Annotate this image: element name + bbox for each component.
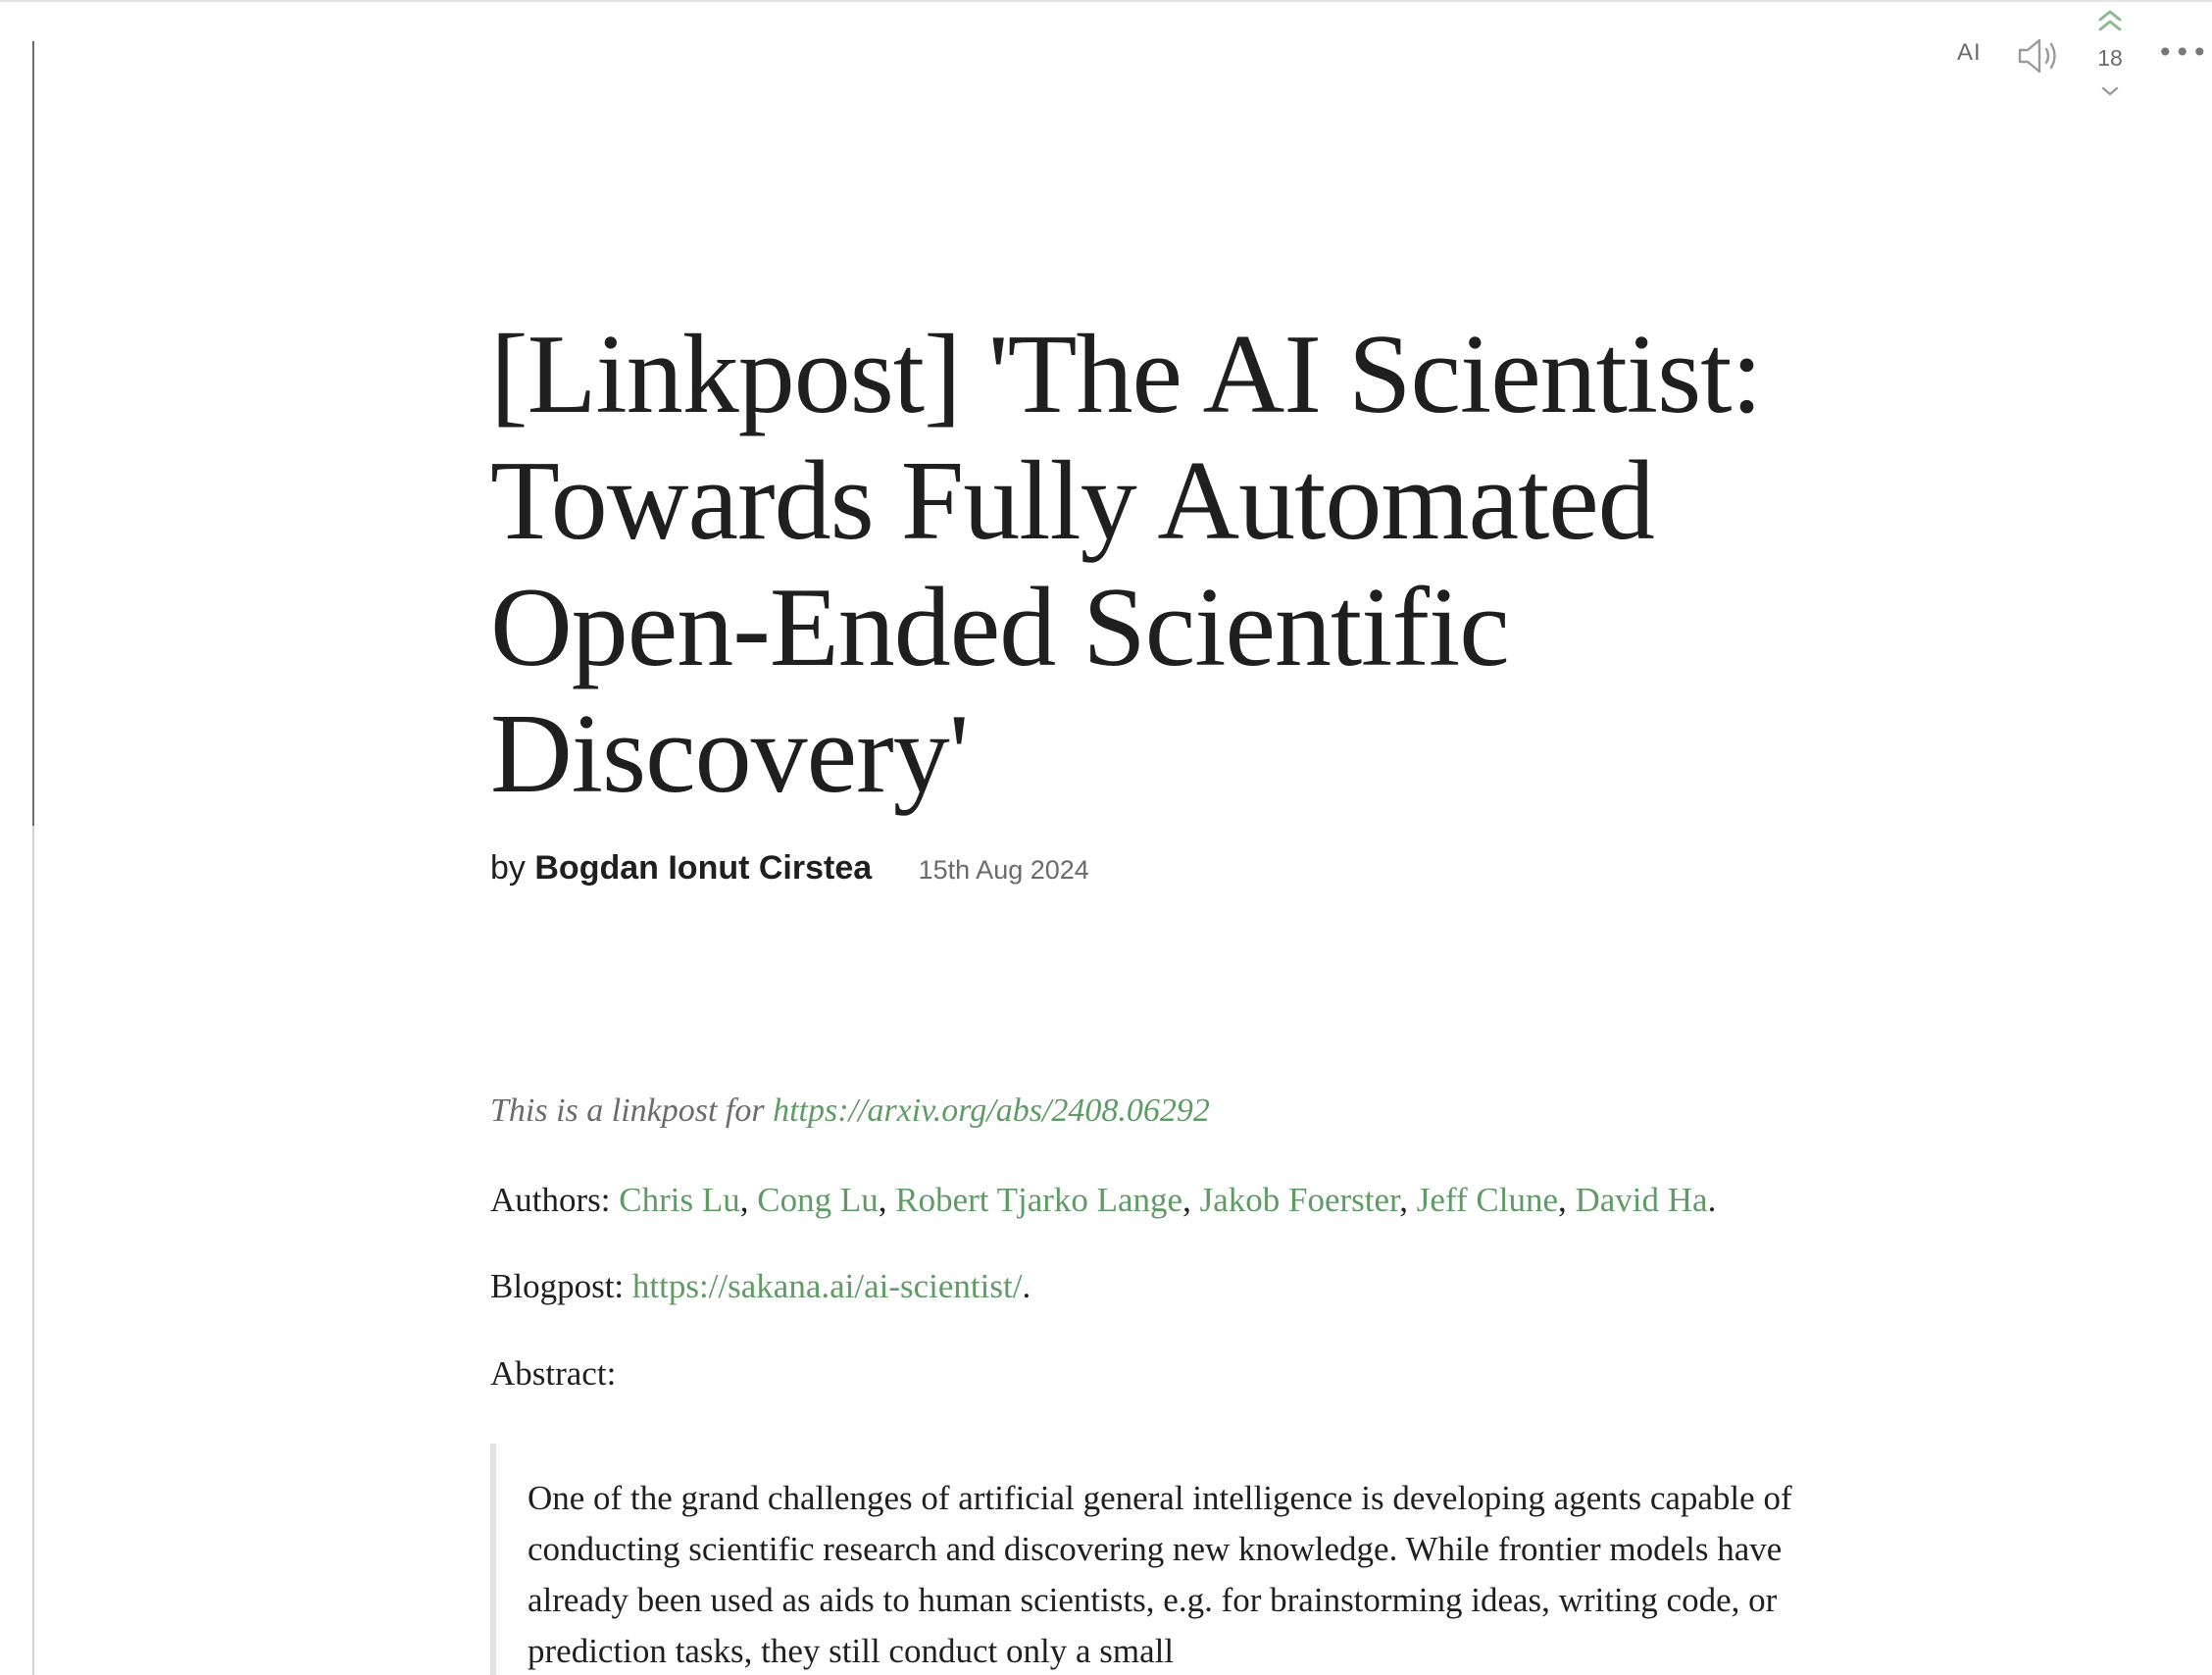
post-byline xyxy=(490,849,1089,888)
authors-paragraph: Authors: Chris Lu, Cong Lu, Robert Tjarko Lange, Jakob Foerster, Jeff Clune, David Ha. xyxy=(490,1181,1717,1219)
speaker-icon[interactable] xyxy=(2016,35,2063,76)
author-link-jakob-foerster[interactable]: Jakob Foerster xyxy=(1199,1181,1400,1219)
upvote-chevron-icon[interactable] xyxy=(2094,8,2126,33)
post-date[interactable]: 15th Aug 2024 xyxy=(918,855,1089,885)
reading-progress-bar xyxy=(32,41,34,1675)
blogpost-label: Blogpost: xyxy=(490,1267,625,1305)
vote-widget xyxy=(2088,4,2132,102)
more-options-icon[interactable]: ••• xyxy=(2157,36,2209,69)
abstract-text: One of the grand challenges of artificial general intelligence is developing agents capable of conducting scientific research and discovering new knowledge. While frontier models have already been used as aids to human scientists, e.g. for brainstorming ideas, writing code, or prediction tasks, they still conduct only a small xyxy=(528,1479,1792,1670)
reading-progress-fill xyxy=(32,41,34,826)
post-title: [Linkpost] 'The AI Scientist: Towards Fully Automated Open-Ended Scientific Discovery' xyxy=(490,312,1762,817)
authors-label: Authors: xyxy=(490,1181,611,1219)
author-link-robert-tjarko-lange[interactable]: Robert Tjarko Lange xyxy=(895,1181,1183,1219)
abstract-blockquote xyxy=(490,1444,1804,1675)
linkpost-url-link[interactable]: https://arxiv.org/abs/2408.06292 xyxy=(773,1092,1210,1129)
author-link-jeff-clune[interactable]: Jeff Clune xyxy=(1416,1181,1558,1219)
linkpost-note xyxy=(490,1092,1210,1130)
top-border xyxy=(0,0,2212,2)
karma-score: 18 xyxy=(2097,45,2123,71)
byline-prefix: by xyxy=(490,849,526,887)
blogpost-paragraph: Blogpost: https://sakana.ai/ai-scientist/. xyxy=(490,1267,1031,1305)
author-link-david-ha[interactable]: David Ha xyxy=(1575,1181,1708,1219)
author-link-chris-lu[interactable]: Chris Lu xyxy=(619,1181,740,1219)
abstract-label: Abstract: xyxy=(490,1354,617,1393)
author-link[interactable]: Bogdan Ionut Cirstea xyxy=(534,849,873,887)
ai-label[interactable]: AI xyxy=(1957,39,1982,66)
linkpost-prefix: This is a linkpost for xyxy=(490,1092,765,1129)
blogpost-url-link[interactable]: https://sakana.ai/ai-scientist/ xyxy=(631,1267,1023,1305)
author-link-cong-lu[interactable]: Cong Lu xyxy=(757,1181,879,1219)
downvote-chevron-icon[interactable] xyxy=(2094,82,2126,108)
